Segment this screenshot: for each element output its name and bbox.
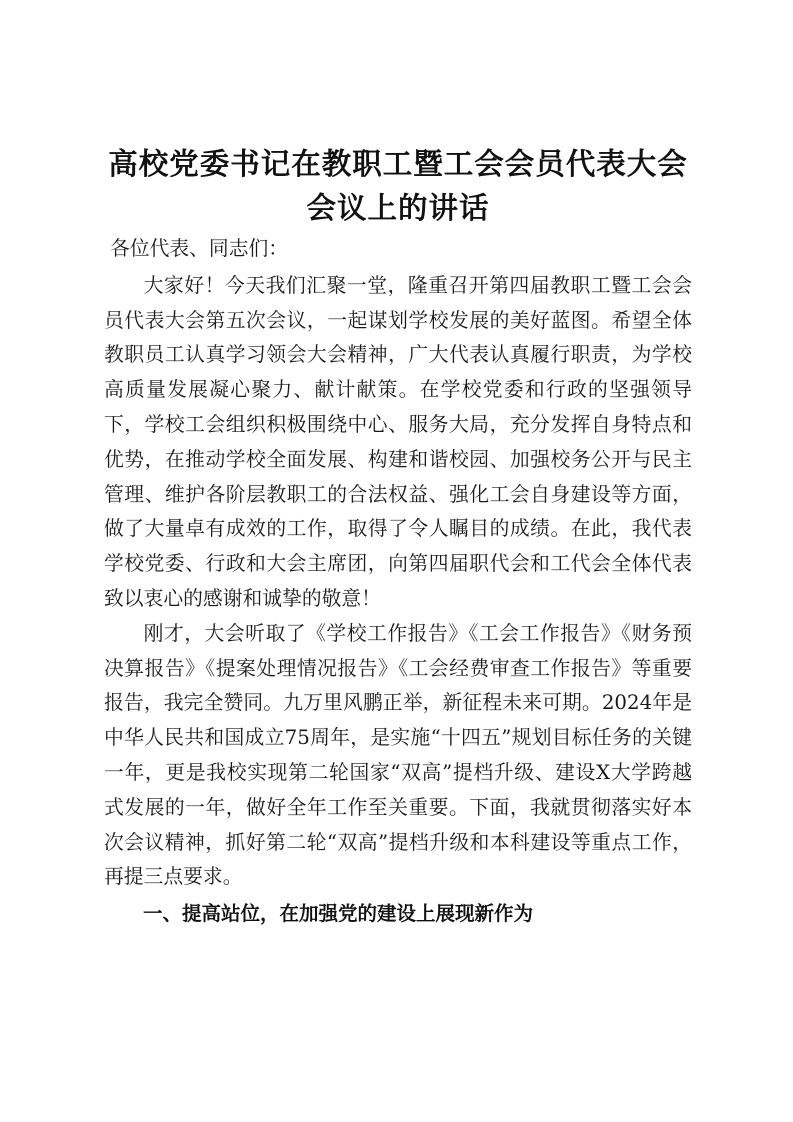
salutation: 各位代表、同志们：: [110, 237, 289, 260]
section-heading: 一、提高站位，在加强党的建设上展现新作为: [143, 902, 534, 926]
paragraph-reports: 刚才，大会听取了《学校工作报告》《工会工作报告》《财务预决算报告》《提案处理情况报告》《工会经费审查工作报告》等重要报告，我完全赞同。九万里风鹏正举，新征程未来可期。2024年是中华人民共和国成立75周年，是实施“十四五”规划目标任务的关键一年，更是我校实现第二轮国家“双高”提档升级、建设X大学跨越式发展的一年，做好全年工作至关重要。下面，我就贯彻落实好本次会议精神，抓好第二轮“双高”提档升级和本科建设等重点工作，再提三点要求。: [104, 621, 692, 889]
paragraph-opening: 大家好！今天我们汇聚一堂，隆重召开第四届教职工暨工会会员代表大会第五次会议，一起谋划学校发展的美好蓝图。希望全体教职员工认真学习领会大会精神，广大代表认真履行职责，为学校高质量发展凝心聚力、献计献策。在学校党委和行政的坚强领导下，学校工会组织积极围绕中心、服务大局，充分发挥自身特点和优势，在推动学校全面发展、构建和谐校园、加强校务公开与民主管理、维护各阶层教职工的合法权益、强化工会自身建设等方面，做了大量卓有成效的工作，取得了令人瞩目的成绩。在此，我代表学校党委、行政和大会主席团，向第四届职代会和工代会全体代表致以衷心的感谢和诚挚的敬意！: [104, 273, 692, 610]
document-title: 高校党委书记在教职工暨工会会员代表大会会议上的讲话: [108, 146, 688, 225]
document-body: [104, 232, 692, 932]
